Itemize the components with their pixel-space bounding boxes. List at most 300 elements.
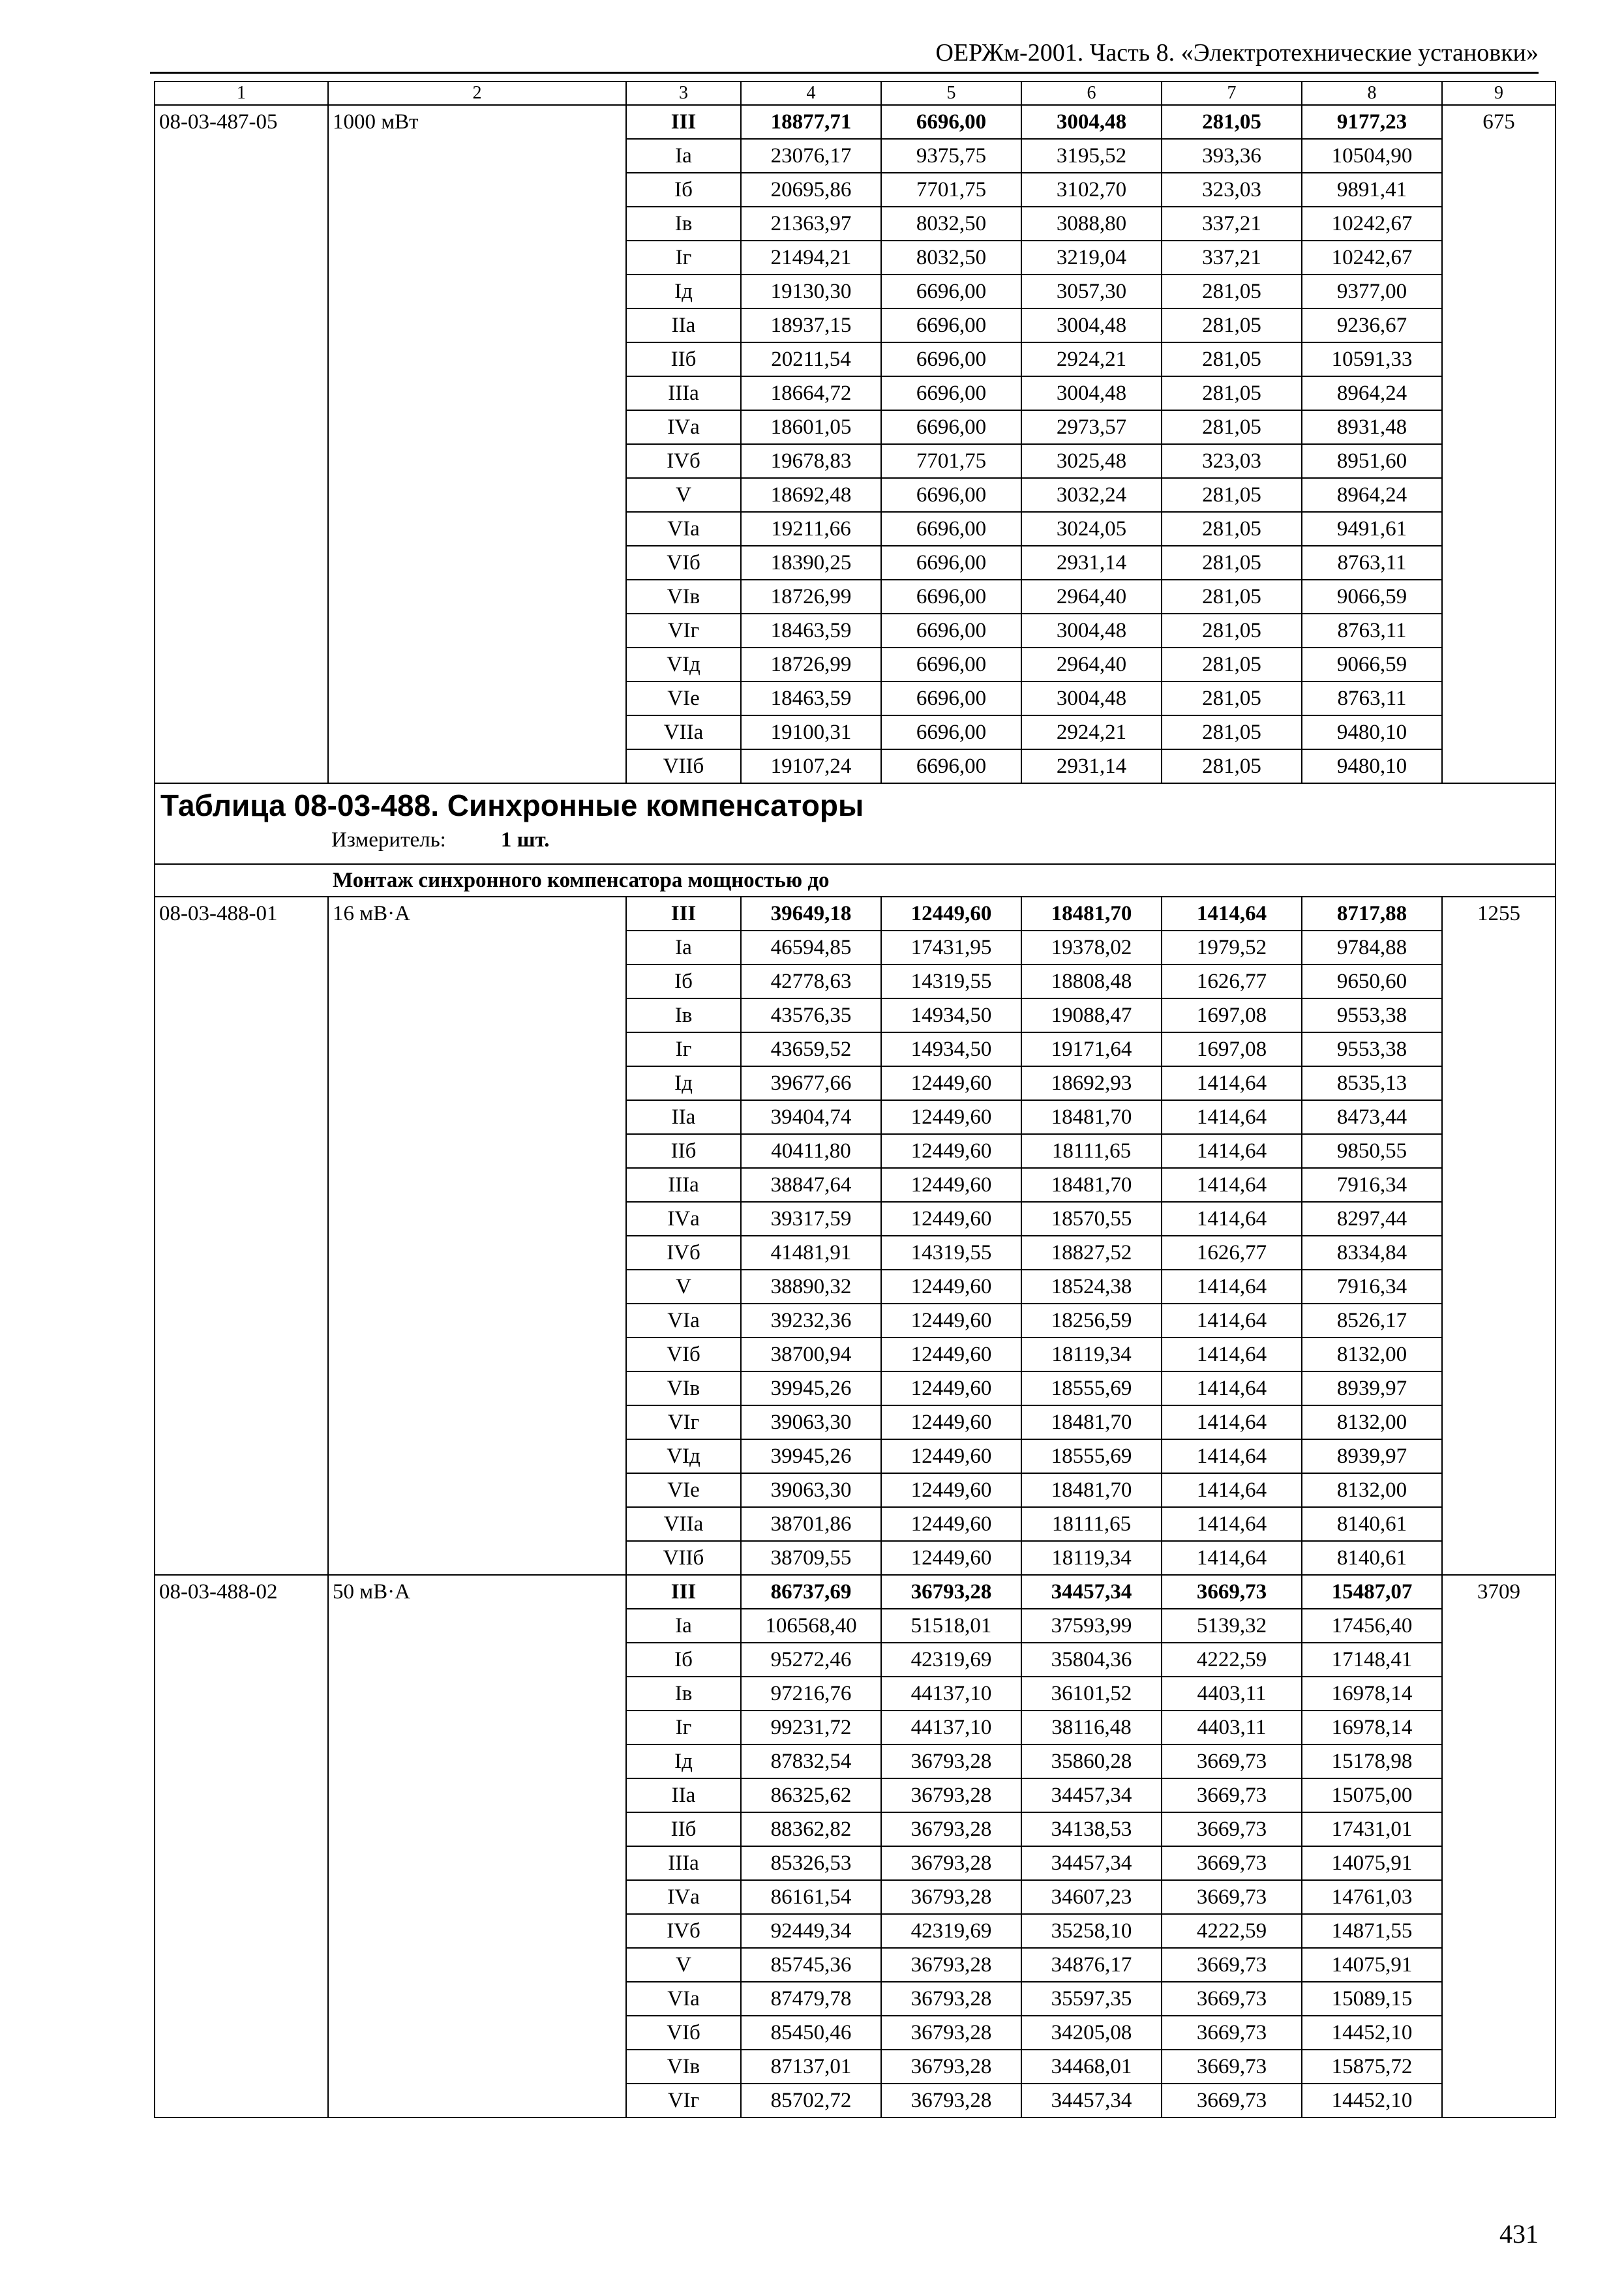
zone-cell: Iб	[626, 173, 741, 207]
value-cell: 39232,36	[741, 1304, 881, 1338]
value-cell: 9850,55	[1302, 1134, 1442, 1168]
value-cell: 3669,73	[1162, 1812, 1302, 1846]
value-cell: 16978,14	[1302, 1677, 1442, 1711]
zone-cell: VIг	[626, 1405, 741, 1439]
value-cell: 19130,30	[741, 275, 881, 308]
value-cell: 20211,54	[741, 342, 881, 376]
value-cell: 14319,55	[881, 1236, 1021, 1270]
value-cell: 9377,00	[1302, 275, 1442, 308]
value-cell: 281,05	[1162, 308, 1302, 342]
value-cell: 6696,00	[881, 580, 1021, 614]
value-cell: 8939,97	[1302, 1439, 1442, 1473]
value-cell: 18555,69	[1021, 1371, 1162, 1405]
value-cell: 87832,54	[741, 1744, 881, 1778]
value-cell: 37593,99	[1021, 1609, 1162, 1643]
zone-cell: IIб	[626, 1134, 741, 1168]
value-cell: 1414,64	[1162, 1371, 1302, 1405]
value-cell: 17431,95	[881, 931, 1021, 965]
value-cell: 18555,69	[1021, 1439, 1162, 1473]
value-cell: 35597,35	[1021, 1982, 1162, 2016]
zone-cell: VIа	[626, 1304, 741, 1338]
value-cell: 9177,23	[1302, 105, 1442, 139]
value-cell: 34457,34	[1021, 1846, 1162, 1880]
value-cell: 14452,10	[1302, 2016, 1442, 2050]
zone-cell: VIIб	[626, 749, 741, 783]
value-cell: 18463,59	[741, 614, 881, 648]
value-cell: 8032,50	[881, 207, 1021, 241]
zone-cell: IVа	[626, 1202, 741, 1236]
value-cell: 8140,61	[1302, 1507, 1442, 1541]
value-cell: 38701,86	[741, 1507, 881, 1541]
value-cell: 85450,46	[741, 2016, 881, 2050]
column-number: 6	[1021, 82, 1162, 105]
zone-cell: IIа	[626, 1778, 741, 1812]
value-cell: 8140,61	[1302, 1541, 1442, 1575]
value-cell: 7701,75	[881, 444, 1021, 478]
value-cell: 8473,44	[1302, 1100, 1442, 1134]
zone-cell: Iд	[626, 1066, 741, 1100]
value-cell: 39945,26	[741, 1439, 881, 1473]
value-cell: 2924,21	[1021, 342, 1162, 376]
value-cell: 38847,64	[741, 1168, 881, 1202]
value-cell: 281,05	[1162, 681, 1302, 715]
value-cell: 3004,48	[1021, 308, 1162, 342]
value-cell: 281,05	[1162, 376, 1302, 410]
value-cell: 21494,21	[741, 241, 881, 275]
value-cell: 337,21	[1162, 207, 1302, 241]
value-cell: 36793,28	[881, 1948, 1021, 1982]
value-cell: 38890,32	[741, 1270, 881, 1304]
value-cell: 44137,10	[881, 1677, 1021, 1711]
value-cell: 18937,15	[741, 308, 881, 342]
value-cell: 3669,73	[1162, 1778, 1302, 1812]
value-cell: 8535,13	[1302, 1066, 1442, 1100]
column-number: 3	[626, 82, 741, 105]
table-title: Таблица 08-03-488. Синхронные компенсаторы	[160, 788, 864, 822]
value-cell: 10242,67	[1302, 207, 1442, 241]
zone-cell: III	[626, 897, 741, 931]
value-cell: 18664,72	[741, 376, 881, 410]
value-cell: 18726,99	[741, 648, 881, 681]
value-cell: 1414,64	[1162, 1270, 1302, 1304]
value-cell: 15178,98	[1302, 1744, 1442, 1778]
value-cell: 6696,00	[881, 512, 1021, 546]
value-cell: 36793,28	[881, 1880, 1021, 1914]
value-cell: 2924,21	[1021, 715, 1162, 749]
column-number: 5	[881, 82, 1021, 105]
value-cell: 281,05	[1162, 648, 1302, 681]
value-cell: 38700,94	[741, 1338, 881, 1371]
zone-cell: Iв	[626, 1677, 741, 1711]
column-number: 9	[1442, 82, 1556, 105]
value-cell: 8931,48	[1302, 410, 1442, 444]
zone-cell: IVб	[626, 1236, 741, 1270]
value-cell: 18692,93	[1021, 1066, 1162, 1100]
value-cell: 1414,64	[1162, 1473, 1302, 1507]
value-cell: 18463,59	[741, 681, 881, 715]
value-cell: 18827,52	[1021, 1236, 1162, 1270]
value-cell: 46594,85	[741, 931, 881, 965]
value-cell: 39063,30	[741, 1473, 881, 1507]
zone-cell: IIIа	[626, 376, 741, 410]
value-cell: 281,05	[1162, 512, 1302, 546]
value-cell: 9784,88	[1302, 931, 1442, 965]
zone-cell: VIв	[626, 1371, 741, 1405]
column-number: 8	[1302, 82, 1442, 105]
value-cell: 15875,72	[1302, 2050, 1442, 2084]
value-cell: 85326,53	[741, 1846, 881, 1880]
value-cell: 35860,28	[1021, 1744, 1162, 1778]
value-cell: 38709,55	[741, 1541, 881, 1575]
value-cell: 19171,64	[1021, 1032, 1162, 1066]
value-cell: 323,03	[1162, 444, 1302, 478]
value-cell: 38116,48	[1021, 1711, 1162, 1744]
value-cell: 12449,60	[881, 1439, 1021, 1473]
zone-cell: VIа	[626, 1982, 741, 2016]
value-cell: 3669,73	[1162, 2050, 1302, 2084]
zone-cell: III	[626, 1575, 741, 1609]
zone-cell: VIв	[626, 580, 741, 614]
value-cell: 3032,24	[1021, 478, 1162, 512]
value-cell: 8763,11	[1302, 681, 1442, 715]
zone-cell: III	[626, 105, 741, 139]
rate-description: 1000 мВт	[328, 105, 626, 783]
value-cell: 19107,24	[741, 749, 881, 783]
value-cell: 18111,65	[1021, 1134, 1162, 1168]
zone-cell: IIб	[626, 342, 741, 376]
value-cell: 39317,59	[741, 1202, 881, 1236]
value-cell: 9650,60	[1302, 965, 1442, 998]
value-cell: 44137,10	[881, 1711, 1021, 1744]
value-cell: 34457,34	[1021, 1778, 1162, 1812]
value-cell: 99231,72	[741, 1711, 881, 1744]
value-cell: 10242,67	[1302, 241, 1442, 275]
value-cell: 1626,77	[1162, 965, 1302, 998]
value-cell: 87479,78	[741, 1982, 881, 2016]
value-cell: 12449,60	[881, 1473, 1021, 1507]
value-cell: 18877,71	[741, 105, 881, 139]
table-title-row	[155, 783, 1556, 864]
value-cell: 18481,70	[1021, 1405, 1162, 1439]
value-cell: 34205,08	[1021, 2016, 1162, 2050]
zone-cell: VIIа	[626, 1507, 741, 1541]
value-cell: 281,05	[1162, 478, 1302, 512]
value-cell: 1414,64	[1162, 1439, 1302, 1473]
zone-cell: VIе	[626, 1473, 741, 1507]
rate-code: 08-03-488-02	[155, 1575, 328, 2117]
value-cell: 4403,11	[1162, 1711, 1302, 1744]
value-cell: 6696,00	[881, 478, 1021, 512]
value-cell: 39677,66	[741, 1066, 881, 1100]
value-cell: 18692,48	[741, 478, 881, 512]
value-cell: 34607,23	[1021, 1880, 1162, 1914]
value-cell: 95272,46	[741, 1643, 881, 1677]
value-cell: 281,05	[1162, 580, 1302, 614]
value-cell: 3195,52	[1021, 139, 1162, 173]
value-cell: 3669,73	[1162, 1880, 1302, 1914]
value-cell: 10504,90	[1302, 139, 1442, 173]
value-cell: 3669,73	[1162, 1948, 1302, 1982]
zone-cell: Iг	[626, 241, 741, 275]
subheader-cell: Монтаж синхронного компенсатора мощностью до	[155, 864, 1556, 897]
zone-cell: VIг	[626, 614, 741, 648]
value-cell: 18481,70	[1021, 897, 1162, 931]
value-cell: 8297,44	[1302, 1202, 1442, 1236]
value-cell: 6696,00	[881, 546, 1021, 580]
value-cell: 39649,18	[741, 897, 881, 931]
value-cell: 14319,55	[881, 965, 1021, 998]
value-cell: 19378,02	[1021, 931, 1162, 965]
zone-cell: IVа	[626, 410, 741, 444]
value-cell: 9480,10	[1302, 749, 1442, 783]
value-cell: 92449,34	[741, 1914, 881, 1948]
value-cell: 14934,50	[881, 998, 1021, 1032]
value-cell: 1414,64	[1162, 1405, 1302, 1439]
value-cell: 36793,28	[881, 1744, 1021, 1778]
zone-cell: Iв	[626, 998, 741, 1032]
column-number: 1	[155, 82, 328, 105]
value-cell: 4222,59	[1162, 1914, 1302, 1948]
zone-cell: VIд	[626, 1439, 741, 1473]
value-cell: 9066,59	[1302, 648, 1442, 681]
value-cell: 3088,80	[1021, 207, 1162, 241]
zone-cell: VIа	[626, 512, 741, 546]
value-cell: 42778,63	[741, 965, 881, 998]
value-cell: 35804,36	[1021, 1643, 1162, 1677]
value-cell: 42319,69	[881, 1643, 1021, 1677]
value-cell: 8132,00	[1302, 1338, 1442, 1371]
value-cell: 42319,69	[881, 1914, 1021, 1948]
value-cell: 2964,40	[1021, 648, 1162, 681]
value-cell: 8717,88	[1302, 897, 1442, 931]
value-cell: 1414,64	[1162, 1507, 1302, 1541]
value-cell: 1414,64	[1162, 1168, 1302, 1202]
value-cell: 9553,38	[1302, 1032, 1442, 1066]
zone-cell: IIа	[626, 308, 741, 342]
value-cell: 281,05	[1162, 749, 1302, 783]
zone-cell: Iа	[626, 931, 741, 965]
table-body	[155, 82, 1556, 2117]
zone-cell: IVб	[626, 444, 741, 478]
value-cell: 12449,60	[881, 1270, 1021, 1304]
column-number: 7	[1162, 82, 1302, 105]
value-cell: 12449,60	[881, 1507, 1021, 1541]
zone-cell: Iб	[626, 1643, 741, 1677]
value-cell: 18111,65	[1021, 1507, 1162, 1541]
value-cell: 12449,60	[881, 1338, 1021, 1371]
value-cell: 1626,77	[1162, 1236, 1302, 1270]
value-cell: 2973,57	[1021, 410, 1162, 444]
value-cell: 18481,70	[1021, 1168, 1162, 1202]
zone-cell: IIа	[626, 1100, 741, 1134]
value-cell: 8939,97	[1302, 1371, 1442, 1405]
zone-cell: IIIа	[626, 1846, 741, 1880]
rate-row	[155, 897, 1556, 931]
value-cell: 7916,34	[1302, 1168, 1442, 1202]
zone-cell: VIд	[626, 648, 741, 681]
value-cell: 43576,35	[741, 998, 881, 1032]
running-header: ОЕРЖм-2001. Часть 8. «Электротехнические установки»	[935, 39, 1539, 67]
value-cell: 8763,11	[1302, 546, 1442, 580]
value-cell: 21363,97	[741, 207, 881, 241]
value-cell: 12449,60	[881, 1100, 1021, 1134]
value-cell: 8526,17	[1302, 1304, 1442, 1338]
value-cell: 281,05	[1162, 614, 1302, 648]
value-cell: 18570,55	[1021, 1202, 1162, 1236]
value-cell: 1414,64	[1162, 1202, 1302, 1236]
value-cell: 6696,00	[881, 105, 1021, 139]
value-cell: 281,05	[1162, 410, 1302, 444]
value-cell: 36793,28	[881, 1982, 1021, 2016]
value-cell: 3669,73	[1162, 1982, 1302, 2016]
value-cell: 3669,73	[1162, 1744, 1302, 1778]
value-cell: 18119,34	[1021, 1541, 1162, 1575]
zone-cell: VIIа	[626, 715, 741, 749]
value-cell: 3669,73	[1162, 1575, 1302, 1609]
value-cell: 34457,34	[1021, 2084, 1162, 2117]
value-cell: 7701,75	[881, 173, 1021, 207]
rate-description: 16 мВ·А	[328, 897, 626, 1575]
subheader-row	[155, 864, 1556, 897]
value-cell: 14075,91	[1302, 1948, 1442, 1982]
value-cell: 6696,00	[881, 376, 1021, 410]
value-cell: 1697,08	[1162, 1032, 1302, 1066]
value-cell: 9236,67	[1302, 308, 1442, 342]
value-cell: 36101,52	[1021, 1677, 1162, 1711]
value-cell: 6696,00	[881, 648, 1021, 681]
value-cell: 6696,00	[881, 715, 1021, 749]
value-cell: 8334,84	[1302, 1236, 1442, 1270]
value-cell: 14452,10	[1302, 2084, 1442, 2117]
value-cell: 34876,17	[1021, 1948, 1162, 1982]
value-cell: 1414,64	[1162, 1134, 1302, 1168]
rate-row	[155, 105, 1556, 139]
zone-cell: Iб	[626, 965, 741, 998]
value-cell: 14871,55	[1302, 1914, 1442, 1948]
value-cell: 12449,60	[881, 1168, 1021, 1202]
zone-cell: IVа	[626, 1880, 741, 1914]
value-cell: 15089,15	[1302, 1982, 1442, 2016]
value-cell: 12449,60	[881, 1405, 1021, 1439]
value-cell: 3102,70	[1021, 173, 1162, 207]
value-cell: 4222,59	[1162, 1643, 1302, 1677]
zone-cell: VIIб	[626, 1541, 741, 1575]
value-cell: 36793,28	[881, 2016, 1021, 2050]
value-cell: 9066,59	[1302, 580, 1442, 614]
value-cell: 97216,76	[741, 1677, 881, 1711]
value-cell: 6696,00	[881, 275, 1021, 308]
value-cell: 36793,28	[881, 1846, 1021, 1880]
value-cell: 36793,28	[881, 1575, 1021, 1609]
value-cell: 15487,07	[1302, 1575, 1442, 1609]
value-cell: 34457,34	[1021, 1575, 1162, 1609]
value-cell: 281,05	[1162, 546, 1302, 580]
value-cell: 1414,64	[1162, 1304, 1302, 1338]
value-cell: 16978,14	[1302, 1711, 1442, 1744]
value-cell: 36793,28	[881, 1812, 1021, 1846]
value-cell: 2931,14	[1021, 749, 1162, 783]
header-rule	[150, 72, 1539, 74]
value-cell: 14934,50	[881, 1032, 1021, 1066]
value-cell: 18726,99	[741, 580, 881, 614]
total-cell: 3709	[1442, 1575, 1556, 2117]
value-cell: 39945,26	[741, 1371, 881, 1405]
zone-cell: VIб	[626, 546, 741, 580]
value-cell: 34138,53	[1021, 1812, 1162, 1846]
value-cell: 8763,11	[1302, 614, 1442, 648]
value-cell: 43659,52	[741, 1032, 881, 1066]
value-cell: 2931,14	[1021, 546, 1162, 580]
value-cell: 18601,05	[741, 410, 881, 444]
value-cell: 88362,82	[741, 1812, 881, 1846]
value-cell: 19088,47	[1021, 998, 1162, 1032]
value-cell: 393,36	[1162, 139, 1302, 173]
value-cell: 87137,01	[741, 2050, 881, 2084]
value-cell: 8951,60	[1302, 444, 1442, 478]
value-cell: 14761,03	[1302, 1880, 1442, 1914]
value-cell: 19678,83	[741, 444, 881, 478]
value-cell: 8964,24	[1302, 376, 1442, 410]
value-cell: 4403,11	[1162, 1677, 1302, 1711]
value-cell: 9553,38	[1302, 998, 1442, 1032]
value-cell: 9375,75	[881, 139, 1021, 173]
value-cell: 3004,48	[1021, 376, 1162, 410]
value-cell: 6696,00	[881, 410, 1021, 444]
value-cell: 20695,86	[741, 173, 881, 207]
value-cell: 7916,34	[1302, 1270, 1442, 1304]
value-cell: 3669,73	[1162, 2084, 1302, 2117]
value-cell: 8032,50	[881, 241, 1021, 275]
zone-cell: VIб	[626, 1338, 741, 1371]
value-cell: 3219,04	[1021, 241, 1162, 275]
zone-cell: IVб	[626, 1914, 741, 1948]
value-cell: 12449,60	[881, 897, 1021, 931]
value-cell: 17456,40	[1302, 1609, 1442, 1643]
rate-row	[155, 1575, 1556, 1609]
value-cell: 12449,60	[881, 1066, 1021, 1100]
page-number: 431	[1499, 2219, 1539, 2249]
rate-code: 08-03-488-01	[155, 897, 328, 1575]
zone-cell: Iд	[626, 275, 741, 308]
value-cell: 6696,00	[881, 749, 1021, 783]
value-cell: 6696,00	[881, 681, 1021, 715]
value-cell: 106568,40	[741, 1609, 881, 1643]
value-cell: 18481,70	[1021, 1100, 1162, 1134]
value-cell: 18808,48	[1021, 965, 1162, 998]
value-cell: 6696,00	[881, 308, 1021, 342]
column-number: 4	[741, 82, 881, 105]
value-cell: 281,05	[1162, 342, 1302, 376]
value-cell: 18481,70	[1021, 1473, 1162, 1507]
value-cell: 40411,80	[741, 1134, 881, 1168]
zone-cell: V	[626, 1270, 741, 1304]
value-cell: 2964,40	[1021, 580, 1162, 614]
zone-cell: Iа	[626, 1609, 741, 1643]
value-cell: 12449,60	[881, 1202, 1021, 1236]
value-cell: 35258,10	[1021, 1914, 1162, 1948]
value-cell: 39063,30	[741, 1405, 881, 1439]
zone-cell: VIб	[626, 2016, 741, 2050]
value-cell: 17148,41	[1302, 1643, 1442, 1677]
value-cell: 5139,32	[1162, 1609, 1302, 1643]
value-cell: 18256,59	[1021, 1304, 1162, 1338]
zone-cell: Iг	[626, 1711, 741, 1744]
value-cell: 8132,00	[1302, 1473, 1442, 1507]
value-cell: 6696,00	[881, 342, 1021, 376]
value-cell: 1414,64	[1162, 897, 1302, 931]
zone-cell: VIг	[626, 2084, 741, 2117]
value-cell: 3057,30	[1021, 275, 1162, 308]
